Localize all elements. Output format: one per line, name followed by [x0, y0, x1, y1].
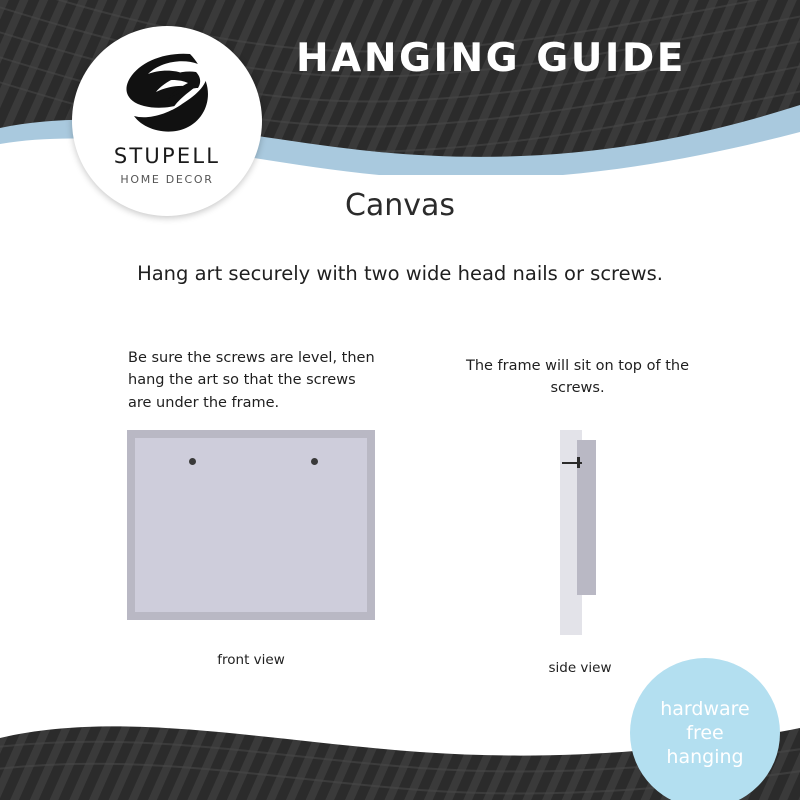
- screw-icon-right: [311, 458, 318, 465]
- badge-line-2: free: [686, 721, 724, 744]
- page-title: HANGING GUIDE: [296, 36, 686, 81]
- brand-subtitle: HOME DECOR: [120, 173, 214, 186]
- main-instruction: Hang art securely with two wide head nails or screws.: [137, 262, 663, 285]
- badge-line-1: hardware: [660, 697, 750, 720]
- front-view-canvas-face: [135, 438, 367, 612]
- swoosh-logo-icon: [112, 48, 222, 140]
- side-view-screw-head-icon: [577, 457, 580, 468]
- product-type-heading: Canvas: [344, 188, 456, 223]
- hardware-free-badge-text: [660, 697, 750, 770]
- side-view-label: side view: [548, 660, 612, 676]
- front-view-label: front view: [217, 652, 285, 668]
- side-view-caption: The frame will sit on top of the screws.: [465, 358, 690, 397]
- front-view-diagram: [127, 430, 375, 620]
- hardware-free-badge: [630, 658, 780, 800]
- front-view-caption: Be sure the screws are level, then hang the art so that the screws are under the frame.: [128, 350, 375, 411]
- screw-icon-left: [189, 458, 196, 465]
- brand-name: STUPELL: [113, 144, 221, 168]
- badge-line-3: hanging: [666, 746, 744, 769]
- brand-logo-badge: [72, 26, 262, 216]
